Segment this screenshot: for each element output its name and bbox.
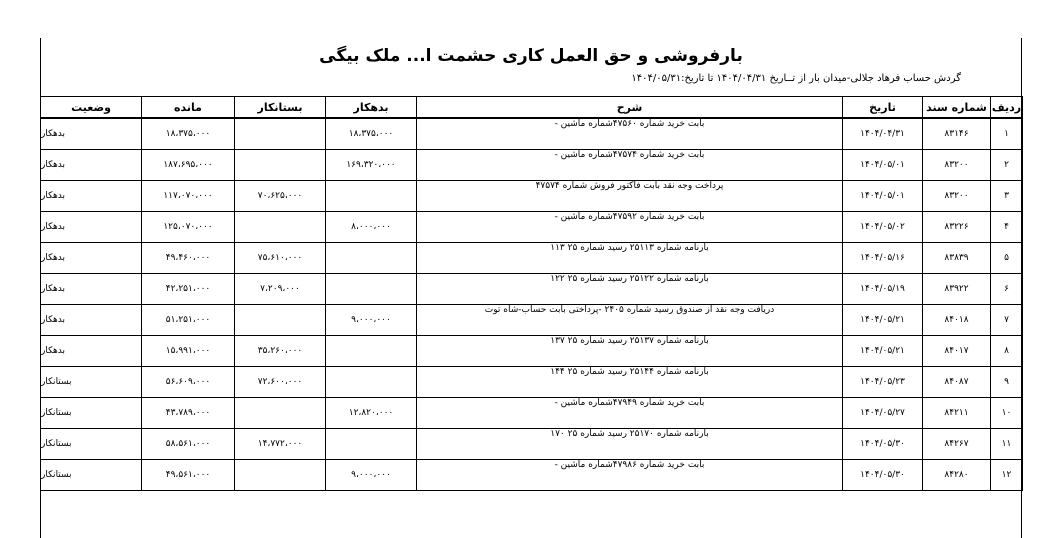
credit-cell [235, 398, 326, 429]
col-header-status: وضعیت [41, 97, 142, 119]
report-subtitle: گردش حساب فرهاد جلالی-میدان بار از تــاریخ ۱۴۰۴/۰۴/۳۱ تا تاریخ:۱۴۰۴/۰۵/۳۱ [631, 73, 961, 84]
header-row [41, 97, 1023, 119]
balance-cell: ۵۱،۲۵۱،۰۰۰ [142, 305, 235, 336]
table-row [41, 243, 1023, 274]
col-header-row: ردیف [991, 97, 1023, 119]
table-row [41, 212, 1023, 243]
table-row [41, 367, 1023, 398]
balance-cell: ۵۸،۵۶۱،۰۰۰ [142, 429, 235, 460]
date-cell: ۱۴۰۴/۰۵/۲۳ [843, 367, 923, 398]
credit-cell: ۱۴،۷۷۲،۰۰۰ [235, 429, 326, 460]
date-cell: ۱۴۰۴/۰۵/۱۹ [843, 274, 923, 305]
status-cell: بدهکار [41, 212, 142, 243]
row-number: ۳ [991, 181, 1023, 212]
row-number: ۸ [991, 336, 1023, 367]
date-cell: ۱۴۰۴/۰۵/۳۰ [843, 429, 923, 460]
row-number: ۹ [991, 367, 1023, 398]
debit-cell [326, 243, 417, 274]
status-cell: بدهکار [41, 243, 142, 274]
description-cell: دریافت وجه نقد از صندوق رسید شماره ۲۴۰۵ -پرداختی بابت حساب-شاه توت [417, 305, 843, 336]
description-cell: بابت خرید شماره ۴۷۹۴۹شماره ماشین - [417, 398, 843, 429]
row-number: ۵ [991, 243, 1023, 274]
description-cell: بارنامه شماره ۲۵۱۴۴ رسید شماره ۲۵ ۱۴۴ [417, 367, 843, 398]
col-header-debit: بدهکار [326, 97, 417, 119]
debit-cell [326, 336, 417, 367]
balance-cell: ۱۸،۳۷۵،۰۰۰ [142, 118, 235, 150]
doc-number: ۸۳۲۰۰ [923, 181, 991, 212]
doc-number: ۸۳۲۲۶ [923, 212, 991, 243]
credit-cell [235, 460, 326, 491]
col-header-doc: شماره سند [923, 97, 991, 119]
status-cell: بدهکار [41, 305, 142, 336]
doc-number: ۸۳۹۲۲ [923, 274, 991, 305]
debit-cell: ۱۲،۸۲۰،۰۰۰ [326, 398, 417, 429]
status-cell: بستانکار [41, 398, 142, 429]
description-cell: بارنامه شماره ۲۵۱۲۲ رسید شماره ۲۵ ۱۲۲ [417, 274, 843, 305]
row-number: ۴ [991, 212, 1023, 243]
balance-cell: ۵۶،۶۰۹،۰۰۰ [142, 367, 235, 398]
doc-number: ۸۴۰۱۷ [923, 336, 991, 367]
description-cell: بارنامه شماره ۲۵۱۷۰ رسید شماره ۲۵ ۱۷۰ [417, 429, 843, 460]
table-row [41, 398, 1023, 429]
col-header-desc: شرح [417, 97, 843, 119]
row-number: ۶ [991, 274, 1023, 305]
status-cell: بدهکار [41, 181, 142, 212]
description-cell: بارنامه شماره ۲۵۱۱۳ رسید شماره ۲۵ ۱۱۳ [417, 243, 843, 274]
date-cell: ۱۴۰۴/۰۵/۰۲ [843, 212, 923, 243]
table-row [41, 150, 1023, 181]
ledger-body [41, 118, 1023, 491]
status-cell: بدهکار [41, 118, 142, 150]
debit-cell [326, 274, 417, 305]
doc-number: ۸۴۲۱۱ [923, 398, 991, 429]
credit-cell: ۷۲،۶۰۰،۰۰۰ [235, 367, 326, 398]
balance-cell: ۱۲۵،۰۷۰،۰۰۰ [142, 212, 235, 243]
credit-cell [235, 212, 326, 243]
credit-cell: ۳۵،۲۶۰،۰۰۰ [235, 336, 326, 367]
table-row [41, 460, 1023, 491]
description-cell: بابت خرید شماره ۴۷۹۸۶شماره ماشین - [417, 460, 843, 491]
debit-cell: ۹،۰۰۰،۰۰۰ [326, 305, 417, 336]
doc-number: ۸۴۲۸۰ [923, 460, 991, 491]
date-cell: ۱۴۰۴/۰۵/۱۶ [843, 243, 923, 274]
balance-cell: ۴۲،۲۵۱،۰۰۰ [142, 274, 235, 305]
row-number: ۱ [991, 118, 1023, 150]
table-row [41, 305, 1023, 336]
date-cell: ۱۴۰۴/۰۵/۲۷ [843, 398, 923, 429]
status-cell: بستانکار [41, 429, 142, 460]
status-cell: بدهکار [41, 274, 142, 305]
debit-cell: ۱۶۹،۳۲۰،۰۰۰ [326, 150, 417, 181]
doc-number: ۸۳۲۰۰ [923, 150, 991, 181]
status-cell: بدهکار [41, 150, 142, 181]
balance-cell: ۴۳،۷۸۹،۰۰۰ [142, 398, 235, 429]
table-row [41, 118, 1023, 150]
ledger-table [40, 96, 1023, 491]
debit-cell [326, 181, 417, 212]
balance-cell: ۱۸۷،۶۹۵،۰۰۰ [142, 150, 235, 181]
table-row [41, 336, 1023, 367]
credit-cell: ۷،۲۰۹،۰۰۰ [235, 274, 326, 305]
date-cell: ۱۴۰۴/۰۵/۳۰ [843, 460, 923, 491]
status-cell: بستانکار [41, 367, 142, 398]
date-cell: ۱۴۰۴/۰۴/۳۱ [843, 118, 923, 150]
balance-cell: ۴۹،۴۶۰،۰۰۰ [142, 243, 235, 274]
date-cell: ۱۴۰۴/۰۵/۰۱ [843, 150, 923, 181]
doc-number: ۸۴۲۶۷ [923, 429, 991, 460]
doc-number: ۸۴۰۸۷ [923, 367, 991, 398]
doc-number: ۸۴۰۱۸ [923, 305, 991, 336]
debit-cell: ۸،۰۰۰،۰۰۰ [326, 212, 417, 243]
status-cell: بدهکار [41, 336, 142, 367]
col-header-date: تاریخ [843, 97, 923, 119]
date-cell: ۱۴۰۴/۰۵/۲۱ [843, 305, 923, 336]
credit-cell [235, 150, 326, 181]
debit-cell [326, 367, 417, 398]
credit-cell: ۷۰،۶۲۵،۰۰۰ [235, 181, 326, 212]
report-title: بارفروشی و حق العمل کاری حشمت ا... ملک بیگی [319, 46, 743, 66]
row-number: ۷ [991, 305, 1023, 336]
date-cell: ۱۴۰۴/۰۵/۰۱ [843, 181, 923, 212]
description-cell: بابت خرید شماره ۴۷۵۹۲شماره ماشین - [417, 212, 843, 243]
report-header [41, 38, 1021, 97]
debit-cell: ۹،۰۰۰،۰۰۰ [326, 460, 417, 491]
date-cell: ۱۴۰۴/۰۵/۲۱ [843, 336, 923, 367]
credit-cell [235, 118, 326, 150]
col-header-credit: بستانکار [235, 97, 326, 119]
balance-cell: ۴۹،۵۶۱،۰۰۰ [142, 460, 235, 491]
row-number: ۲ [991, 150, 1023, 181]
doc-number: ۸۳۱۴۶ [923, 118, 991, 150]
description-cell: پرداخت وجه نقد بابت فاکتور فروش شماره ۴۷۵۷۴ [417, 181, 843, 212]
credit-cell: ۷۵،۶۱۰،۰۰۰ [235, 243, 326, 274]
row-number: ۱۰ [991, 398, 1023, 429]
status-cell: بستانکار [41, 460, 142, 491]
table-row [41, 181, 1023, 212]
balance-cell: ۱۵،۹۹۱،۰۰۰ [142, 336, 235, 367]
col-header-balance: مانده [142, 97, 235, 119]
description-cell: بابت خرید شماره ۴۷۵۷۴شماره ماشین - [417, 150, 843, 181]
description-cell: بارنامه شماره ۲۵۱۳۷ رسید شماره ۲۵ ۱۳۷ [417, 336, 843, 367]
credit-cell [235, 305, 326, 336]
doc-number: ۸۳۸۳۹ [923, 243, 991, 274]
table-row [41, 274, 1023, 305]
table-row [41, 429, 1023, 460]
row-number: ۱۱ [991, 429, 1023, 460]
debit-cell [326, 429, 417, 460]
row-number: ۱۲ [991, 460, 1023, 491]
balance-cell: ۱۱۷،۰۷۰،۰۰۰ [142, 181, 235, 212]
description-cell: بابت خرید شماره ۴۷۵۶۰شماره ماشین - [417, 118, 843, 150]
document-frame [40, 38, 1022, 538]
debit-cell: ۱۸،۳۷۵،۰۰۰ [326, 118, 417, 150]
